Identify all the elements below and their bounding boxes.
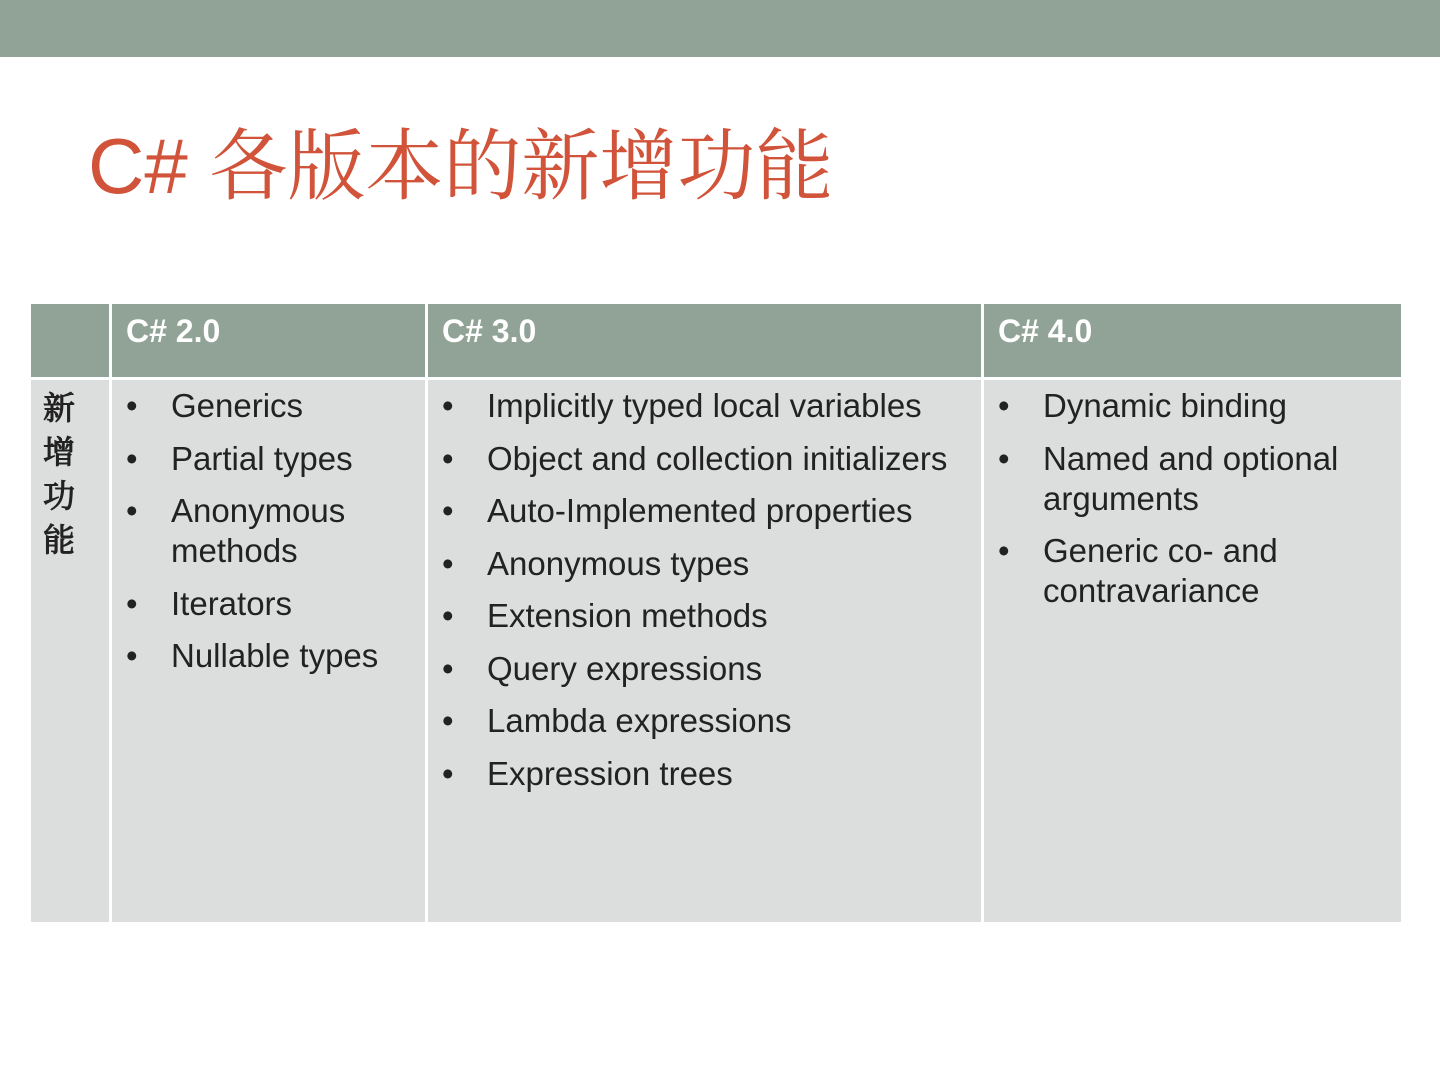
slide-title: C# 各版本的新增功能 [88, 122, 834, 210]
row-header-char: 能 [43, 522, 76, 558]
list-item: • Iterators [126, 584, 411, 624]
row-header-char: 新 [43, 390, 76, 426]
list-item: • Expression trees [442, 754, 967, 794]
list-item: • Anonymous types [442, 544, 967, 584]
column-header-csharp-2: C# 2.0 [111, 303, 427, 379]
list-item: • Partial types [126, 439, 411, 479]
list-item: • Query expressions [442, 649, 967, 689]
list-item: • Nullable types [126, 636, 411, 676]
list-item: • Auto-Implemented properties [442, 491, 967, 531]
list-item: • Named and optional arguments [998, 439, 1387, 519]
table-header-row [30, 303, 1403, 379]
cell-csharp-3-features [427, 379, 983, 924]
list-item: • Extension methods [442, 596, 967, 636]
row-header-char: 增 [43, 434, 76, 470]
list-item: • Object and collection initializers [442, 439, 967, 479]
feature-list-csharp-4 [998, 386, 1387, 611]
column-header-csharp-3: C# 3.0 [427, 303, 983, 379]
list-item: • Generic co- and contravariance [998, 531, 1387, 611]
list-item: • Generics [126, 386, 411, 426]
list-item: • Anonymous methods [126, 491, 411, 571]
column-header-csharp-4: C# 4.0 [983, 303, 1403, 379]
corner-cell [30, 303, 111, 379]
cell-csharp-2-features [111, 379, 427, 924]
features-table [28, 301, 1404, 925]
row-header-char: 功 [43, 478, 76, 514]
cell-csharp-4-features [983, 379, 1403, 924]
feature-list-csharp-3 [442, 386, 967, 794]
feature-list-csharp-2 [126, 386, 411, 676]
list-item: • Lambda expressions [442, 701, 967, 741]
row-header-new-features [30, 379, 111, 924]
table-row [30, 379, 1403, 924]
top-accent-bar [0, 0, 1440, 57]
list-item: • Dynamic binding [998, 386, 1387, 426]
list-item: • Implicitly typed local variables [442, 386, 967, 426]
